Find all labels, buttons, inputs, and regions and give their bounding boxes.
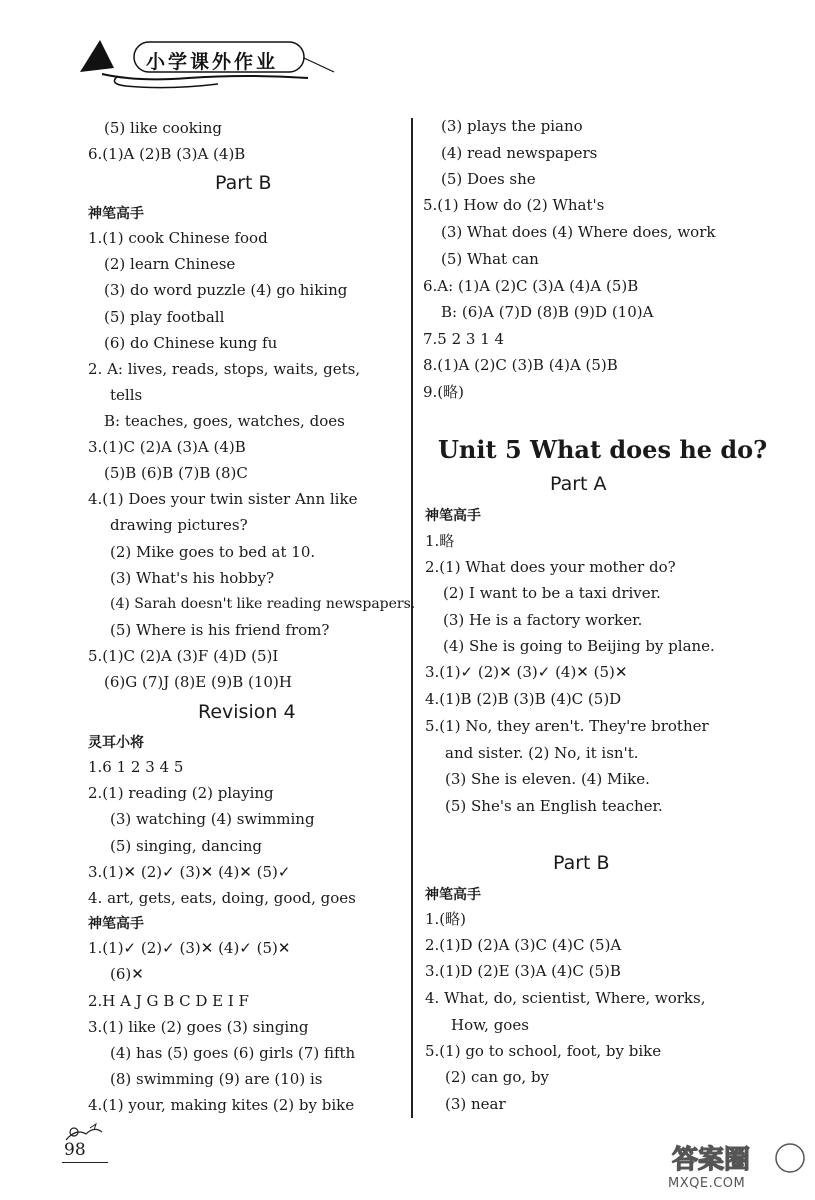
answer-line: (4) has (5) goes (6) girls (7) fifth [110,1044,356,1062]
answer-line: 2.H A J G B C D E I F [88,992,249,1010]
answer-line: (3) He is a factory worker. [443,611,643,629]
answer-line: (3) plays the piano [441,117,583,135]
answer-line: 4.(1)B (2)B (3)B (4)C (5)D [425,690,622,708]
column-divider [411,118,413,1118]
answer-line: (4) read newspapers [441,144,598,162]
answer-line: 2.(1) reading (2) playing [88,784,274,802]
answer-line: and sister. (2) No, it isn't. [445,744,639,762]
answer-line: 5.(1)C (2)A (3)F (4)D (5)I [88,647,279,665]
answer-line: 1.(1)✓ (2)✓ (3)✕ (4)✓ (5)✕ [88,939,291,957]
answer-line: (6)G (7)J (8)E (9)B (10)H [104,673,292,691]
answer-line: 9.(略) [423,383,465,401]
answer-line: (3) watching (4) swimming [110,810,315,828]
subsection-heading: 神笔高手 [425,508,481,524]
answer-line: tells [110,386,143,404]
answer-line: 4. art, gets, eats, doing, good, goes [88,889,356,907]
section-heading: Part A [550,473,607,495]
answer-line: 4.(1) Does your twin sister Ann like [88,490,358,508]
answer-line: 2.(1)D (2)A (3)C (4)C (5)A [425,936,622,954]
answer-line: (8) swimming (9) are (10) is [110,1070,323,1088]
answer-line: (6) do Chinese kung fu [104,334,278,352]
answer-line: 5.(1) go to school, foot, by bike [425,1042,662,1060]
answer-line: (3) What does (4) Where does, work [441,223,716,241]
unit-heading: Unit 5 What does he do? [438,435,768,464]
answer-line: (5) singing, dancing [110,837,263,855]
answer-line: 8.(1)A (2)C (3)B (4)A (5)B [423,356,618,374]
answer-line: (3) do word puzzle (4) go hiking [104,281,348,299]
answer-line: 5.(1) How do (2) What's [423,196,605,214]
answer-line: 1.略 [425,532,455,550]
answer-line: 3.(1)D (2)E (3)A (4)C (5)B [425,962,621,980]
section-heading: Revision 4 [198,701,296,723]
answer-line: B: teaches, goes, watches, does [104,412,345,430]
answer-line: 5.(1) No, they aren't. They're brother [425,717,709,735]
answer-line: 3.(1)C (2)A (3)A (4)B [88,438,246,456]
answer-line: (6)✕ [110,965,144,983]
page-header [78,38,338,98]
answer-line: (3) near [445,1095,506,1113]
answer-line: (5) She's an English teacher. [445,797,663,815]
watermark-logo-icon [668,1140,808,1176]
answer-line: drawing pictures? [110,516,248,534]
watermark-text: MXQE.COM [668,1176,746,1191]
answer-line: 4. What, do, scientist, Where, works, [425,989,706,1007]
answer-line: (3) What's his hobby? [110,569,274,587]
watermark [668,1140,808,1195]
answer-line: (5) What can [441,250,539,268]
answer-line: (5) like cooking [104,119,222,137]
answer-line: (4) She is going to Beijing by plane. [443,637,715,655]
answer-line: (2) I want to be a taxi driver. [443,584,661,602]
subsection-heading: 灵耳小将 [88,735,144,751]
answer-line: 1.(1) cook Chinese food [88,229,268,247]
subsection-heading: 神笔高手 [88,206,144,222]
section-heading: Part B [215,172,272,194]
answer-line: (5) play football [104,308,225,326]
answer-line: 6.(1)A (2)B (3)A (4)B [88,145,246,163]
answer-line: (5) Where is his friend from? [110,621,330,639]
page-number-underline [62,1162,108,1163]
answer-line: 7.5 2 3 1 4 [423,330,505,348]
answer-line: (5) Does she [441,170,536,188]
section-heading: Part B [553,852,610,874]
answer-line: 3.(1) like (2) goes (3) singing [88,1018,309,1036]
answer-line: 3.(1)✓ (2)✕ (3)✓ (4)✕ (5)✕ [425,663,628,681]
answer-line: How, goes [451,1016,529,1034]
answer-line: (2) Mike goes to bed at 10. [110,543,316,561]
answer-line: (5)B (6)B (7)B (8)C [104,464,248,482]
answer-line: (2) can go, by [445,1068,550,1086]
answer-line: (3) She is eleven. (4) Mike. [445,770,650,788]
header-title: 小学课外作业 [146,51,279,73]
subsection-heading: 神笔高手 [425,887,481,903]
watermark-logo-text: 答案圈 [672,1145,751,1175]
answer-line: 3.(1)✕ (2)✓ (3)✕ (4)✕ (5)✓ [88,863,291,881]
answer-line: B: (6)A (7)D (8)B (9)D (10)A [441,303,654,321]
answer-line: 1.(略) [425,910,467,928]
answer-line: 6.A: (1)A (2)C (3)A (4)A (5)B [423,277,639,295]
answer-line: 2.(1) What does your mother do? [425,558,676,576]
answer-line: (4) Sarah doesn't like reading newspapers. [110,596,416,612]
answer-line: 2. A: lives, reads, stops, waits, gets, [88,360,361,378]
page-number: 98 [64,1140,86,1160]
answer-line: 4.(1) your, making kites (2) by bike [88,1096,355,1114]
answer-line: (2) learn Chinese [104,255,236,273]
answer-line: 1.6 1 2 3 4 5 [88,758,184,776]
subsection-heading: 神笔高手 [88,916,144,932]
